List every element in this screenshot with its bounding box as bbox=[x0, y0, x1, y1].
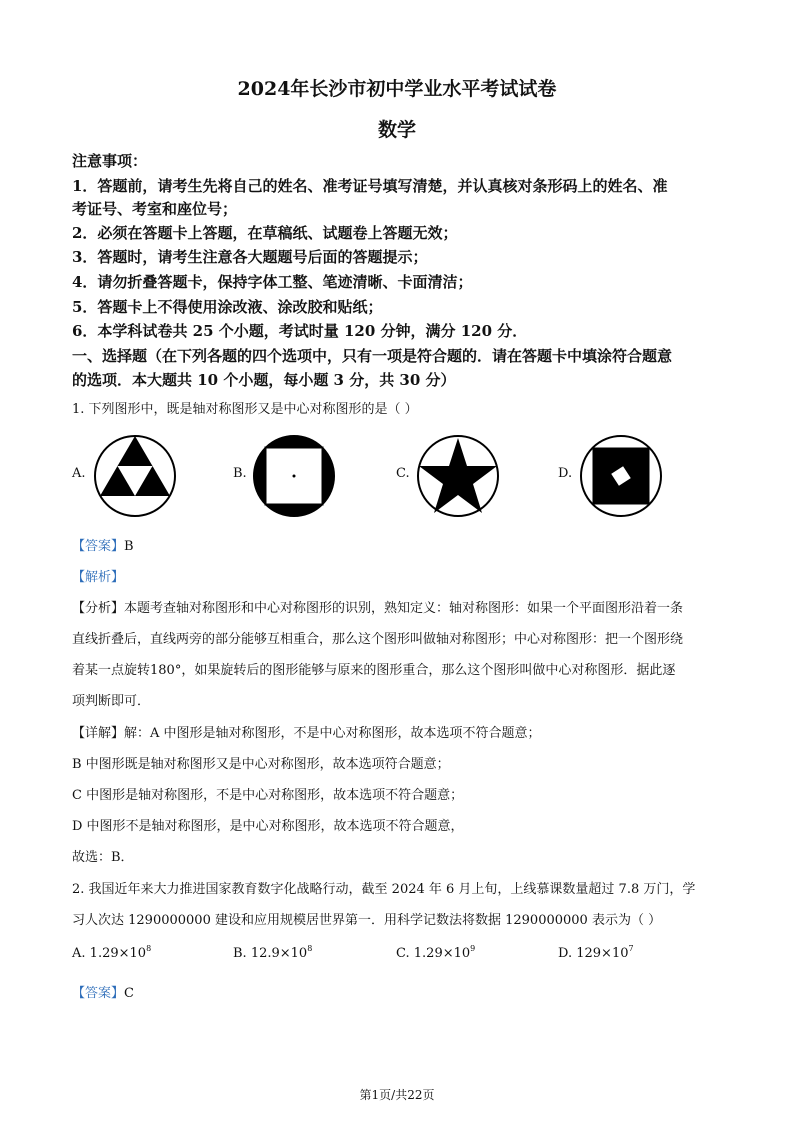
page-footer: 第1页/共22页 bbox=[359, 1088, 435, 1102]
exam-subject: 数学 bbox=[377, 119, 416, 141]
notice-item: 5．答题卡上不得使用涂改液、涂改胶和贴纸； bbox=[72, 298, 383, 316]
notice-item: 6．本学科试卷共 25 个小题，考试时量 120 分钟，满分 120 分． bbox=[72, 322, 528, 340]
answer-value: B bbox=[124, 539, 134, 554]
answer-tag: 【答案】 bbox=[72, 539, 125, 554]
exam-title: 2024年长沙市初中学业水平考试试卷 bbox=[237, 78, 557, 100]
option-label-b: B. bbox=[233, 466, 247, 481]
fenxi-text: 项判断即可． bbox=[72, 694, 151, 709]
section-heading: 的选项．本大题共 10 个小题，每小题 3 分，共 30 分） bbox=[72, 371, 456, 389]
question-stem: 2. 我国近年来大力推进国家教育数字化战略行动，截至 2024 年 6 月上旬，上线慕课数量超过 7.8 万门，学 bbox=[72, 882, 696, 897]
option-c: C. $1.29\times 10^9$ bbox=[396, 944, 476, 961]
fenxi-text: 着某一点旋转180°，如果旋转后的图形能够与原来的图形重合，那么这个图形叫做中心对称图形．据此逐 bbox=[72, 663, 676, 678]
notice-heading: 注意事项： bbox=[72, 152, 148, 170]
fenxi-tag: 【分析】 bbox=[72, 601, 125, 616]
question-stem: 习人次达 1290000000 建设和应用规模居世界第一．用科学记数法将数据 1290000000 表示为（ ） bbox=[72, 913, 662, 928]
detail-text: 故选：B． bbox=[72, 850, 134, 865]
figure-square-circle bbox=[251, 433, 337, 519]
option-b: B. $12.9\times 10^8$ bbox=[233, 944, 313, 961]
figure-square-diamond bbox=[578, 433, 664, 519]
notice-item: 1．答题前，请考生先将自己的姓名、准考证号填写清楚，并认真核对条形码上的姓名、准 bbox=[72, 177, 668, 195]
option-d: D. $129\times 10^7$ bbox=[558, 944, 634, 961]
analysis-tag: 【解析】 bbox=[72, 570, 125, 585]
option-label-c: C. bbox=[396, 466, 410, 481]
fenxi-text: 直线折叠后，直线两旁的部分能够互相重合，那么这个图形叫做轴对称图形；中心对称图形：把一个图形绕 bbox=[72, 632, 684, 647]
question-stem: 1. 下列图形中，既是轴对称图形又是中心对称图形的是（ ） bbox=[72, 402, 418, 417]
notice-item: 2．必须在答题卡上答题，在草稿纸、试题卷上答题无效； bbox=[72, 224, 458, 242]
notice-item: 4．请勿折叠答题卡，保持字体工整、笔迹清晰、卡面清洁； bbox=[72, 273, 473, 291]
detail-tag: 【详解】 bbox=[72, 726, 125, 741]
answer-tag: 【答案】 bbox=[72, 986, 125, 1001]
figure-circle-star bbox=[415, 433, 501, 519]
detail-text: D 中图形不是轴对称图形，是中心对称图形，故本选项不符合题意， bbox=[72, 819, 464, 834]
figure-circle-triangle bbox=[92, 433, 178, 519]
detail-text: B 中图形既是轴对称图形又是中心对称图形，故本选项符合题意； bbox=[72, 757, 450, 772]
option-label-a: A. bbox=[72, 466, 86, 481]
fenxi-text: 本题考查轴对称图形和中心对称图形的识别，熟知定义：轴对称图形：如果一个平面图形沿着一条 bbox=[124, 601, 684, 616]
option-a: A. $1.29\times 10^8$ bbox=[72, 944, 152, 961]
option-label-d: D. bbox=[558, 466, 573, 481]
notice-item: 3．答题时，请考生注意各大题题号后面的答题提示； bbox=[72, 248, 428, 266]
answer-value: C bbox=[124, 986, 134, 1001]
detail-text: 解：A 中图形是轴对称图形，不是中心对称图形，故本选项不符合题意； bbox=[124, 726, 541, 741]
detail-text: C 中图形是轴对称图形，不是中心对称图形，故本选项不符合题意； bbox=[72, 788, 464, 803]
section-heading: 一、选择题（在下列各题的四个选项中，只有一项是符合题的．请在答题卡中填涂符合题意 bbox=[72, 347, 673, 365]
notice-item: 考证号、考室和座位号； bbox=[72, 200, 238, 218]
